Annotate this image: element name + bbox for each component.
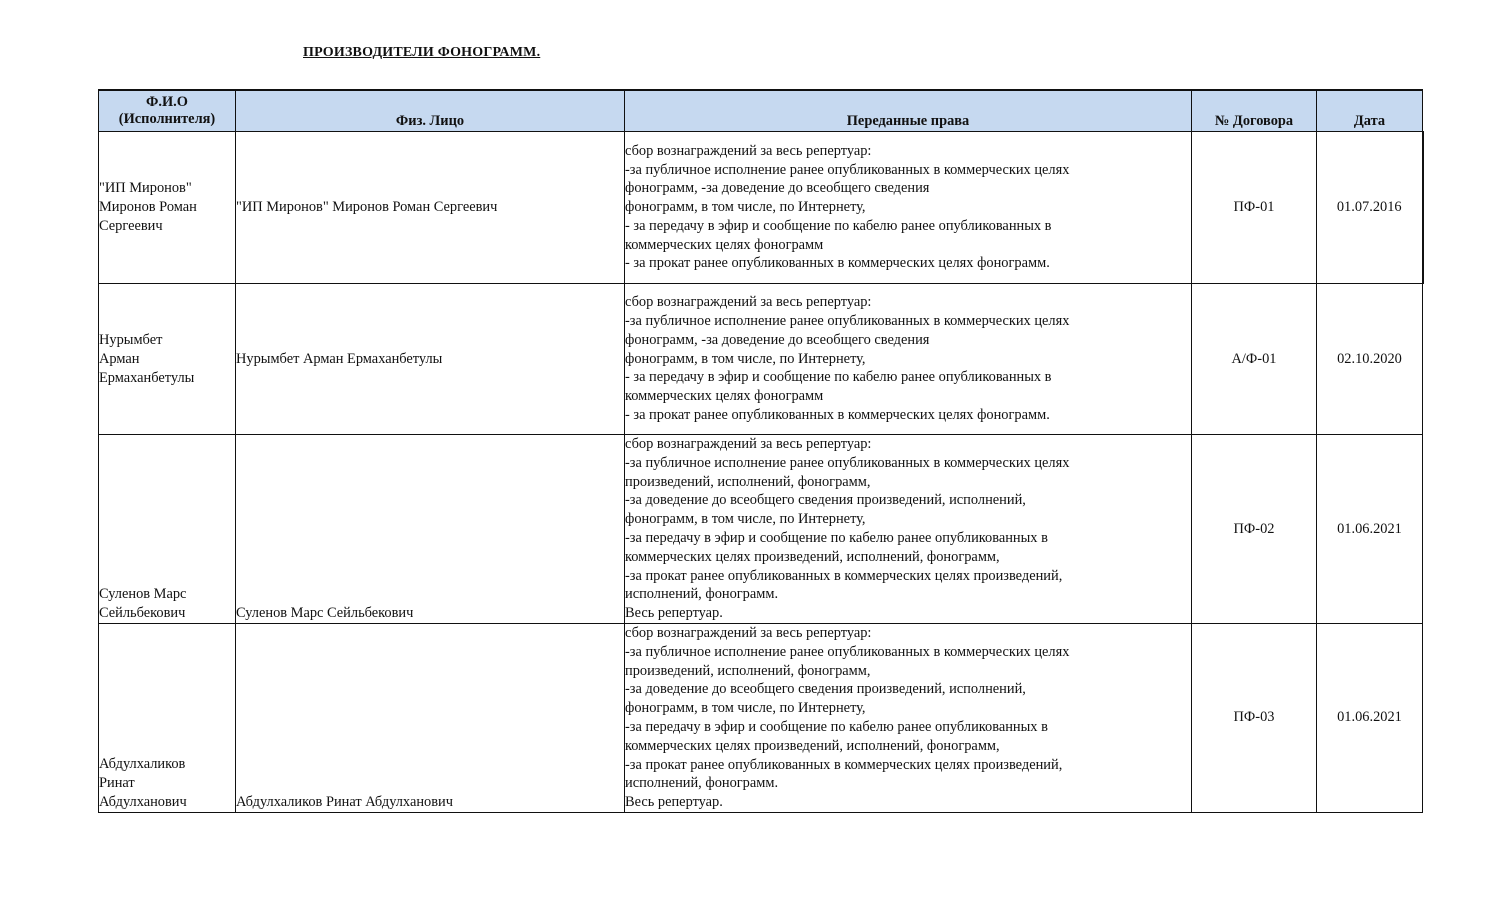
header-fio-label: Ф.И.О (Исполнителя) bbox=[118, 93, 216, 127]
cell-rights: сбор вознаграждений за весь репертуар: -за публичное исполнение ранее опубликованных в коммерческих целях произведений, исполнений, фонограмм, -за доведение до всеобщего сведения произведений, исполнений, фонограмм, в том числе, по Интернету, -за передачу в эфир и сообщение по кабелю ранее опубликованных в коммерческих целях произведений, исполнений, фонограмм, -за прокат ранее опубликованных в коммерческих целях произведений, исполнений, фонограмм. Весь репертуар. bbox=[625, 435, 1192, 624]
header-fio bbox=[99, 90, 236, 132]
header-physical-person: Физ. Лицо bbox=[236, 90, 625, 132]
header-date: Дата bbox=[1317, 90, 1423, 132]
cell-contract: ПФ-01 bbox=[1192, 132, 1317, 284]
fio-text: Абдулхаликов Ринат Абдулханович bbox=[99, 755, 187, 810]
cell-fio bbox=[99, 284, 236, 435]
cell-rights: сбор вознаграждений за весь репертуар: -за публичное исполнение ранее опубликованных в коммерческих целях фонограмм, -за доведение до всеобщего сведения фонограмм, в том числе, по Интернету, - за передачу в эфир и сообщение по кабелю ранее опубликованных в коммерческих целях фонограмм - за прокат ранее опубликованных в коммерческих целях фонограмм. bbox=[625, 132, 1192, 284]
cell-fio bbox=[99, 624, 236, 813]
table-row bbox=[99, 284, 1423, 435]
cell-rights: сбор вознаграждений за весь репертуар: -за публичное исполнение ранее опубликованных в коммерческих целях произведений, исполнений, фонограмм, -за доведение до всеобщего сведения произведений, исполнений, фонограмм, в том числе, по Интернету, -за передачу в эфир и сообщение по кабелю ранее опубликованных в коммерческих целях произведений, исполнений, фонограмм, -за прокат ранее опубликованных в коммерческих целях произведений, исполнений, фонограмм. Весь репертуар. bbox=[625, 624, 1192, 813]
header-rights: Переданные права bbox=[625, 90, 1192, 132]
cell-physical-person: Абдулхаликов Ринат Абдулханович bbox=[236, 624, 625, 813]
fio-text: "ИП Миронов" Миронов Роман Сергеевич bbox=[99, 180, 197, 234]
table-row bbox=[99, 624, 1423, 813]
cell-physical-person: "ИП Миронов" Миронов Роман Сергеевич bbox=[236, 132, 625, 284]
cell-date: 01.06.2021 bbox=[1317, 435, 1423, 624]
cell-date: 02.10.2020 bbox=[1317, 284, 1423, 435]
fio-text: Суленов Марс Сейльбекович bbox=[99, 586, 187, 621]
fio-text: Нурымбет Арман Ермаханбетулы bbox=[99, 331, 195, 386]
cell-physical-person: Суленов Марс Сейльбекович bbox=[236, 435, 625, 624]
cell-fio bbox=[99, 132, 236, 284]
cell-contract: ПФ-02 bbox=[1192, 435, 1317, 624]
cell-fio bbox=[99, 435, 236, 624]
header-contract: № Договора bbox=[1192, 90, 1317, 132]
cell-contract: А/Ф-01 bbox=[1192, 284, 1317, 435]
page-title: ПРОИЗВОДИТЕЛИ ФОНОГРАММ. bbox=[303, 45, 541, 60]
cell-date: 01.06.2021 bbox=[1317, 624, 1423, 813]
table-header-row bbox=[99, 90, 1423, 132]
cell-rights: сбор вознаграждений за весь репертуар: -за публичное исполнение ранее опубликованных в коммерческих целях фонограмм, -за доведение до всеобщего сведения фонограмм, в том числе, по Интернету, - за передачу в эфир и сообщение по кабелю ранее опубликованных в коммерческих целях фонограмм - за прокат ранее опубликованных в коммерческих целях фонограмм. bbox=[625, 284, 1192, 435]
cell-physical-person: Нурымбет Арман Ермаханбетулы bbox=[236, 284, 625, 435]
cell-contract: ПФ-03 bbox=[1192, 624, 1317, 813]
table-row bbox=[99, 435, 1423, 624]
table-row bbox=[99, 132, 1423, 284]
rights-table bbox=[98, 89, 1424, 813]
cell-date: 01.07.2016 bbox=[1317, 132, 1423, 284]
